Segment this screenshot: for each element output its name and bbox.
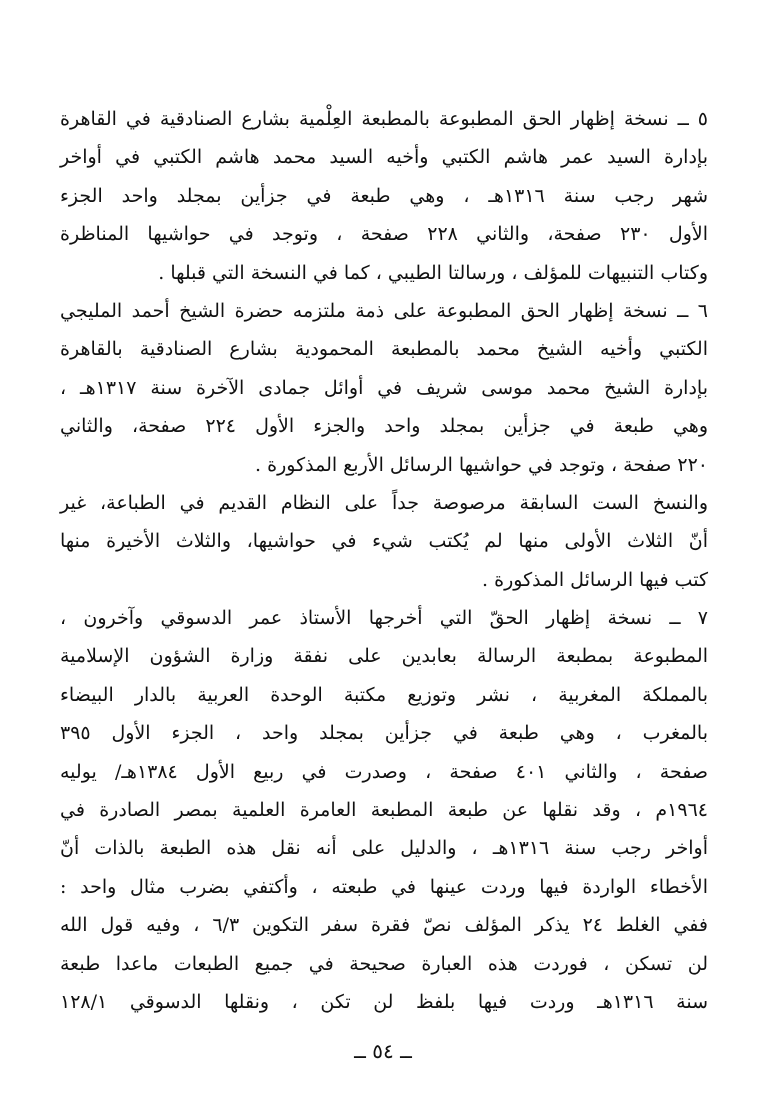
text-line: صفحة ، والثاني ٤٠١ صفحة ، وصدرت في ربيع الأول ١٣٨٤هـ/ يوليه: [60, 760, 708, 783]
text-line: ١٩٦٤م ، وقد نقلها عن طبعة المطبعة العامرة العلمية بمصر الصادرة في: [60, 799, 708, 822]
page-number: ــ ٥٤ ــ: [354, 1039, 412, 1063]
text-line: بالمملكة المغربية ، نشر وتوزيع مكتبة الوحدة العربية بالدار البيضاء: [60, 683, 708, 706]
text-line: شهر رجب سنة ١٣١٦هـ ، وهي طبعة في جزأين بمجلد واحد الجزء: [60, 184, 708, 207]
text-line: وكتاب التنبيهات للمؤلف ، ورسالتا الطيبي ، كما في النسخة التي قبلها .: [158, 261, 708, 284]
text-line: ٧ ــ نسخة إظهار الحقّ التي أخرجها الأستاذ عمر الدسوقي وآخرون ،: [60, 607, 708, 630]
text-line: بإدارة الشيخ محمد موسى شريف في أوائل جمادى الآخرة سنة ١٣١٧هـ ،: [60, 376, 709, 399]
text-line: ٥ ــ نسخة إظهار الحق المطبوعة بالمطبعة العِلْمية بشارع الصنادقية في القاهرة: [60, 108, 708, 130]
text-line: المطبوعة بمطبعة الرسالة بعابدين على نفقة وزارة الشؤون الإسلامية: [60, 645, 708, 668]
text-line: ٢٢٠ صفحة ، وتوجد في حواشيها الرسائل الأربع المذكورة .: [255, 453, 708, 476]
text-line: كتب فيها الرسائل المذكورة .: [482, 568, 708, 591]
text-line: الأول ٢٣٠ صفحة، والثاني ٢٢٨ صفحة ، وتوجد في حواشيها المناظرة: [60, 223, 709, 246]
text-line: أنّ الثلاث الأولى منها لم يُكتب شيء في حواشيها، والثلاث الأخيرة منها: [60, 530, 708, 553]
text-line: أواخر رجب سنة ١٣١٦هـ ، والدليل على أنه نقل هذه الطبعة بالذات أنّ: [60, 837, 708, 860]
text-line: ٦ ــ نسخة إظهار الحق المطبوعة على ذمة ملتزمه حضرة الشيخ أحمد المليجي: [60, 299, 708, 322]
text-line: بإدارة السيد عمر هاشم الكتبي وأخيه السيد محمد هاشم الكتبي في أواخر: [60, 146, 708, 169]
document-body: [60, 100, 708, 1021]
text-line: الأخطاء الواردة فيها وردت عينها في طبعته ، وأكتفي بضرب مثال واحد :: [60, 875, 708, 898]
text-line: سنة ١٣١٦هـ وردت فيها بلفظ لن تكن ، ونقلها الدسوقي ١٢٨/١: [60, 990, 708, 1013]
text-line: لن تسكن ، فوردت هذه العبارة صحيحة في جميع الطبعات ماعدا طبعة: [60, 952, 708, 975]
text-line: ففي الغلط ٢٤ يذكر المؤلف نصّ فقرة سفر التكوين ٦/٣ ، وفيه قول الله: [60, 914, 709, 937]
text-line: وهي طبعة في جزأين بمجلد واحد والجزء الأول ٢٢٤ صفحة، والثاني: [60, 415, 708, 438]
text-line: بالمغرب ، وهي طبعة في جزأين بمجلد واحد ، الجزء الأول ٣٩٥: [60, 722, 708, 745]
text-line: والنسخ الست السابقة مرصوصة جداً على النظام القديم في الطباعة، غير: [60, 491, 708, 514]
text-line: الكتبي وأخيه الشيخ محمد بالمطبعة المحمودية بشارع الصنادقية بالقاهرة: [60, 338, 708, 361]
